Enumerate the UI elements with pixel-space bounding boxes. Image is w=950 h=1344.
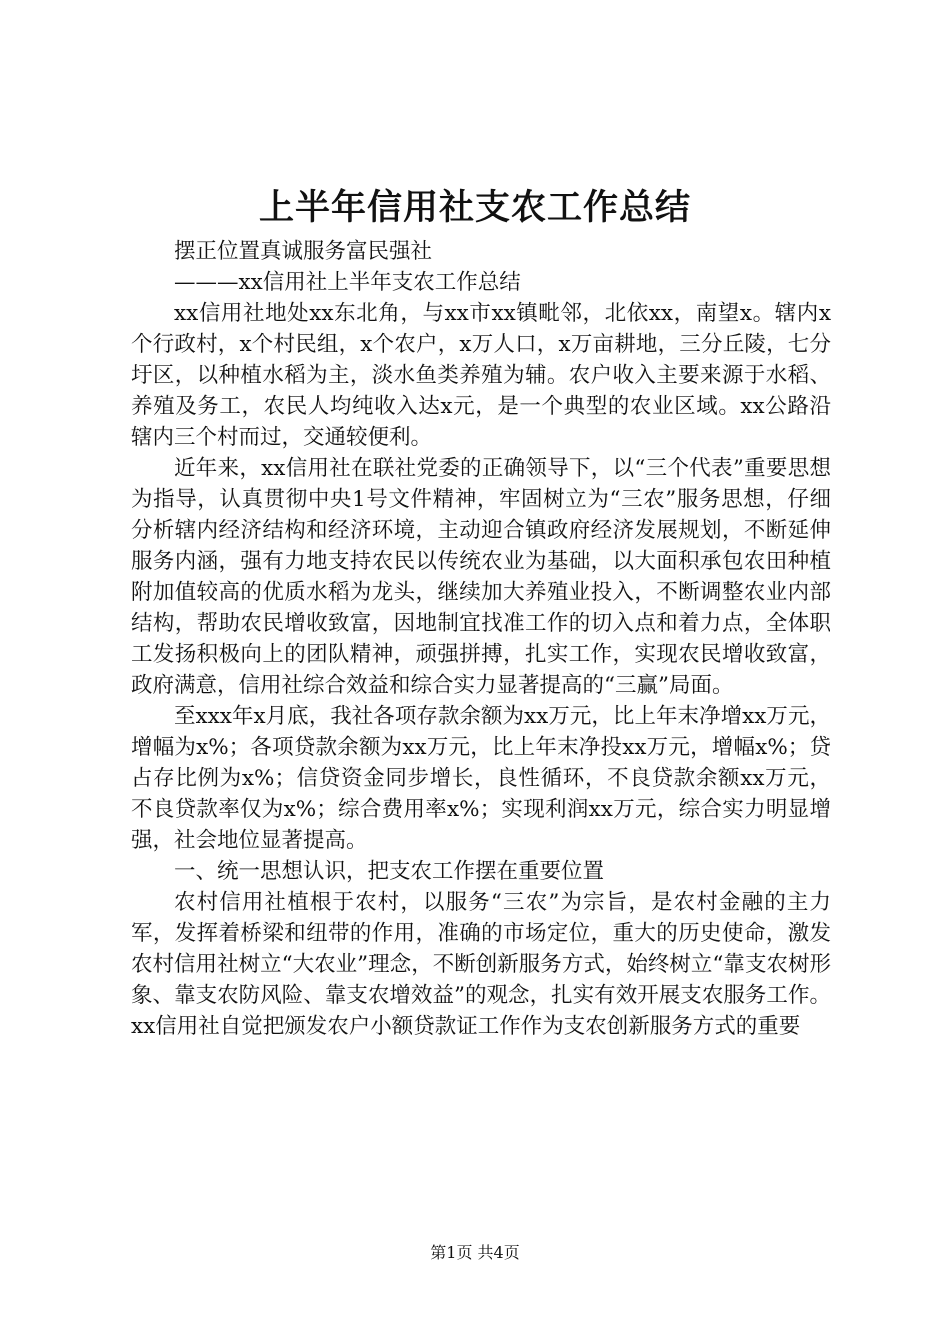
page-number: 第1页 共4页 <box>430 1243 520 1262</box>
document-title: 上半年信用社支农工作总结 <box>258 187 691 228</box>
paragraph-figures: 至xxx年x月底，我社各项存款余额为xx万元，比上年末净增xx万元，增幅为x%；各项贷款余额为xx万元，比上年末净投xx万元，增幅x%；贷占存比例为x%；信贷资金同步增长，良性循环，不良贷款余额xx万元，不良贷款率仅为x%；综合费用率x%；实现利润xx万元，综合实力明显增强，社会地位显著提高。 <box>131 704 831 853</box>
subtitle: 摆正位置真诚服务富民强社 <box>174 239 433 264</box>
section-heading-1: 一、统一思想认识，把支农工作摆在重要位置 <box>174 859 605 884</box>
document-body <box>131 236 831 1042</box>
subtitle-sub: ———xx信用社上半年支农工作总结 <box>174 270 521 295</box>
paragraph-section-1: 农村信用社植根于农村，以服务“三农”为宗旨，是农村金融的主力军，发挥着桥梁和纽带的作用，准确的市场定位，重大的历史使命，激发农村信用社树立“大农业”理念，不断创新服务方式，始终树立“靠支农树形象、靠支农防风险、靠支农增效益”的观念，扎实有效开展支农服务工作。xx信用社自觉把颁发农户小额贷款证工作作为支农创新服务方式的重要 <box>131 890 831 1039</box>
paragraph-intro: xx信用社地处xx东北角，与xx市xx镇毗邻，北依xx，南望x。辖内x个行政村，x个村民组，x个农户，x万人口，x万亩耕地，三分丘陵，七分圩区，以种植水稻为主，淡水鱼类养殖为辅。农户收入主要来源于水稻、养殖及务工，农民人均纯收入达x元，是一个典型的农业区域。xx公路沿辖内三个村而过，交通较便利。 <box>131 301 831 450</box>
paragraph-recent-years: 近年来，xx信用社在联社党委的正确领导下，以“三个代表”重要思想为指导，认真贯彻中央1号文件精神，牢固树立为“三农”服务思想，仔细分析辖内经济结构和经济环境，主动迎合镇政府经济发展规划，不断延伸服务内涵，强有力地支持农民以传统农业为基础，以大面积承包农田种植附加值较高的优质水稻为龙头，继续加大养殖业投入，不断调整农业内部结构，帮助农民增收致富，因地制宜找准工作的切入点和着力点，全体职工发扬积极向上的团队精神，顽强拼搏，扎实工作，实现农民增收致富，政府满意，信用社综合效益和综合实力显著提高的“三赢”局面。 <box>131 456 831 698</box>
